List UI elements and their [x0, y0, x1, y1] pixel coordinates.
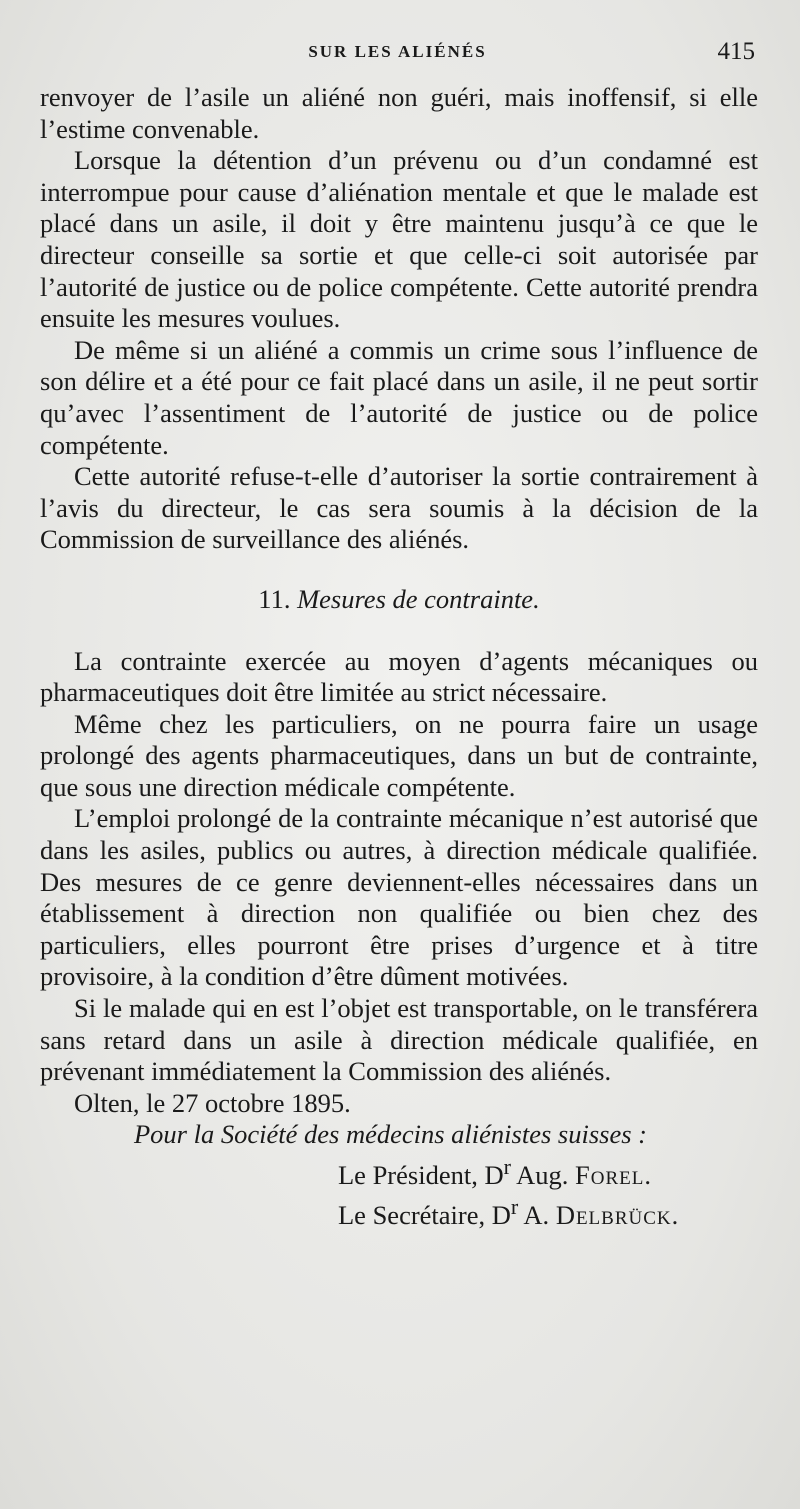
running-head — [40, 38, 755, 68]
paragraph-particuliers: Même chez les particuliers, on ne pourra faire un usage prolongé des agents pharmaceutiques, dans un but de contrainte, que sous une direction médicale compétente. — [40, 708, 758, 802]
paragraph-crime: De même si un aliéné a commis un crime sous l’influence de son délire et a été pour ce fait placé dans un asile, il ne peut sortir qu’avec l’assentiment de l’autorité de justice ou de police compétente. — [40, 334, 758, 460]
paragraph-emploi: L’emploi prolongé de la contrainte mécanique n’est autorisé que dans les asiles, publics ou autres, à direction médicale qualifiée. Des mesures de ce genre deviennent-elles nécessaires dans un établissement à direction non qualifiée ou bien chez des particuliers, elles pourront être prises d’urgence et à titre provisoire, à la condition d’être dûment motivées. — [40, 803, 758, 992]
secretary-first-name: A. — [518, 1200, 556, 1231]
paragraph-contrainte: La contrainte exercée au moyen d’agents mécaniques ou pharmaceutiques doit être limitée au strict nécessaire. — [40, 645, 758, 708]
president-role: Le Président, D — [338, 1159, 504, 1190]
paragraph-refusal: Cette autorité refuse-t-elle d’autoriser la sortie contrairement à l’avis du directeur, le cas sera soumis à la décision de la Commission de surveillance des aliénés. — [40, 461, 758, 555]
secretary-title-sup: r — [510, 1194, 519, 1220]
president-signature — [40, 1151, 758, 1191]
secretary-last-name: Delbrück. — [555, 1200, 680, 1231]
section-heading — [40, 584, 758, 616]
page-number: 415 — [717, 38, 755, 65]
president-first-name: Aug. — [510, 1159, 576, 1190]
on-behalf-line: Pour la Société des médecins aliénistes suisses : — [134, 1119, 647, 1150]
running-title: SUR LES ALIÉNÉS — [308, 42, 487, 61]
secretary-role: Le Secrétaire, D — [338, 1200, 511, 1231]
place-date: Olten, le 27 octobre 1895. — [74, 1087, 351, 1118]
page-body — [40, 82, 758, 1232]
president-title-sup: r — [503, 1154, 511, 1179]
paragraph-continuation: renvoyer de l’asile un aliéné non guéri, mais inoffensif, si elle l’estime convenable. — [40, 82, 758, 144]
paragraph-transfert: Si le malade qui en est l’objet est transportable, on le transférera sans retard dans un asile à direction médicale qualifiée, en prévenant immédiatement la Commission des aliénés. — [40, 993, 758, 1087]
secretary-signature — [40, 1191, 758, 1231]
president-last-name: Forel. — [575, 1159, 652, 1190]
section-number: 11. — [258, 583, 291, 614]
section-title: Mesures de contrainte. — [297, 583, 540, 614]
paragraph-detention: Lorsque la détention d’un prévenu ou d’un condamné est interrompue pour cause d’aliénation mentale et que le malade est placé dans un asile, il doit y être maintenu jusqu’à ce que le directeur conseille sa sortie et que celle-ci soit autorisée par l’autorité de justice ou de police compétente. Cette autorité prendra ensuite les mesures voulues. — [40, 145, 758, 334]
